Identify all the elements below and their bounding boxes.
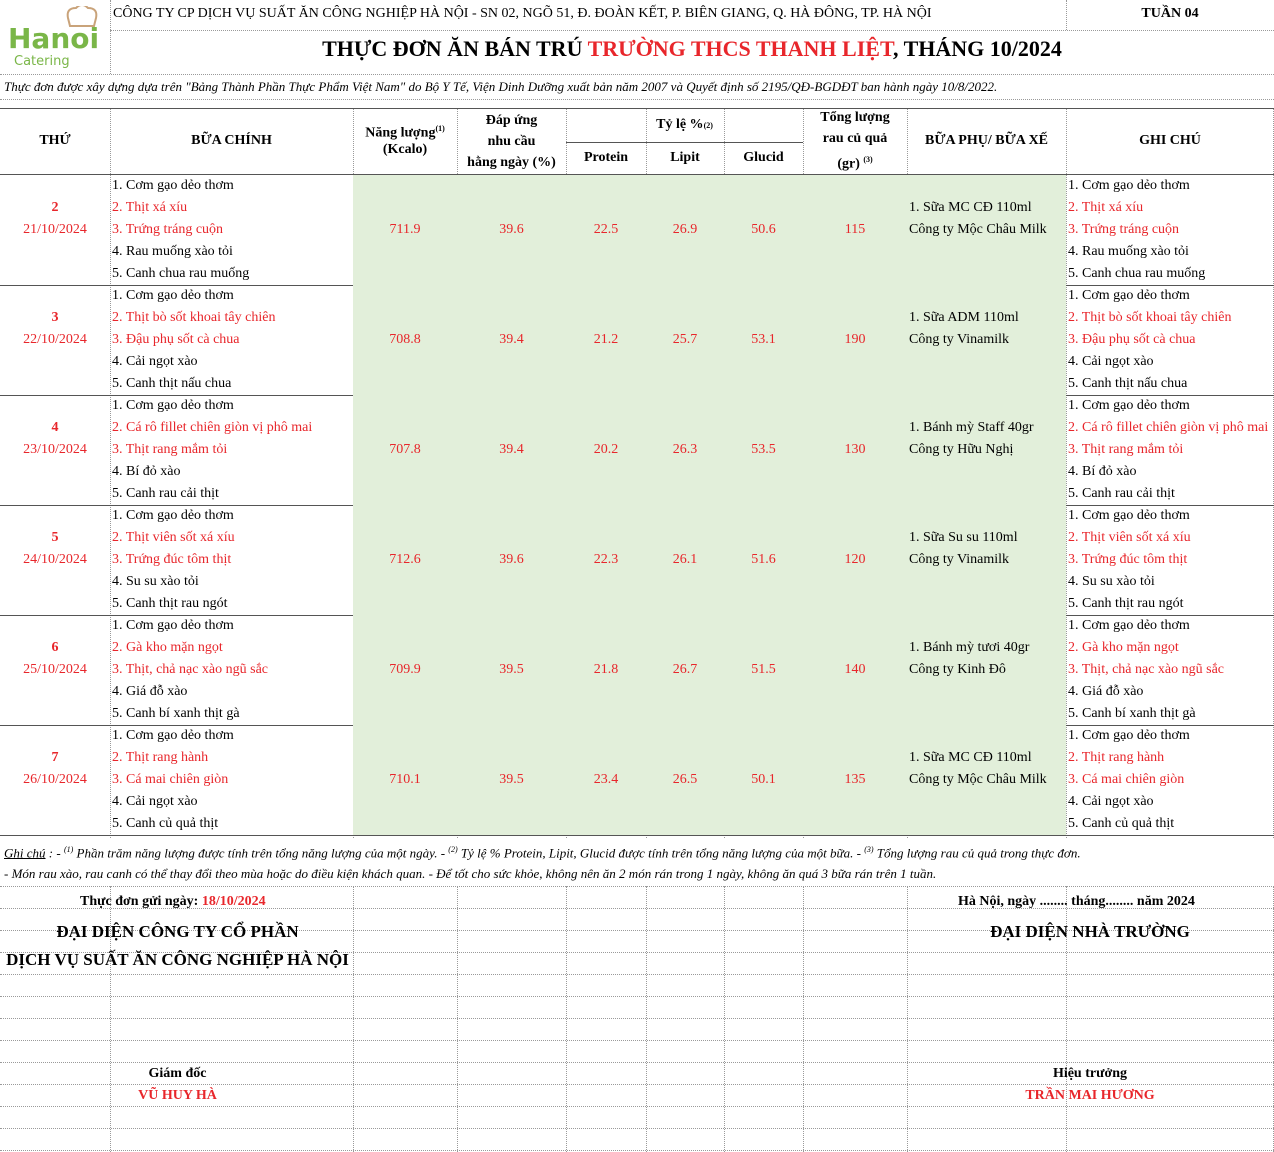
snack-supplier: Công ty Vinamilk xyxy=(909,332,1010,347)
main-meal-dish: 5. Canh thịt rau ngót xyxy=(112,596,228,611)
grid-line xyxy=(0,996,1274,997)
footnote-line-1: Ghi chú : - $^{(1)}$ Phần trăm năng lượng được tính trên tổng năng lượng của một ngày. - $^{(2)}$ Tỷ lệ % Protein, Lipit, Glucid được tính trên tổng năng lượng của một bữa. - $^{(3)}$ Tổng lượng rau củ quả trong thực đơn. xyxy=(4,845,1081,861)
note-dish: 1. Cơm gạo dẻo thơm xyxy=(1068,178,1190,193)
col-veg: Tổng lượng rau củ quả (gr) $^{(3)}$ xyxy=(820,110,890,172)
value-lipit: 26.7 xyxy=(672,662,698,677)
value-energy: 707.8 xyxy=(389,442,421,457)
left-sign-title-2: DỊCH VỤ SUẤT ĂN CÔNG NGHIỆP HÀ NỘI xyxy=(6,950,349,969)
grid-line xyxy=(0,974,1274,975)
value-protein: 20.2 xyxy=(593,442,619,457)
main-meal-dish: 1. Cơm gạo dẻo thơm xyxy=(112,618,234,633)
value-lipit: 26.3 xyxy=(672,442,698,457)
main-meal-dish: 1. Cơm gạo dẻo thơm xyxy=(112,398,234,413)
main-meal-dish: 3. Cá mai chiên giòn xyxy=(112,772,229,787)
value-lipit: 26.5 xyxy=(672,772,698,787)
note-dish: 5. Canh bí xanh thịt gà xyxy=(1068,706,1196,721)
note-dish: 5. Canh rau cải thịt xyxy=(1068,486,1175,501)
grid-line xyxy=(457,886,458,1152)
snack-item: 1. Sữa MC CĐ 110ml xyxy=(909,750,1032,765)
day-date: 25/10/2024 xyxy=(23,662,87,677)
value-glucid: 53.1 xyxy=(751,332,776,347)
col-main-meal: BỮA CHÍNH xyxy=(191,133,272,148)
note-dish: 5. Canh chua rau muống xyxy=(1068,266,1206,281)
note-dish: 4. Bí đỏ xào xyxy=(1068,464,1137,479)
main-meal-dish: 4. Rau muống xào tỏi xyxy=(112,244,233,259)
snack-item: 1. Bánh mỳ Staff 40gr xyxy=(909,420,1034,435)
left-sign-name: VŨ HUY HÀ xyxy=(138,1088,217,1103)
main-meal-dish: 3. Trứng đúc tôm thịt xyxy=(112,552,232,567)
col-snack: BỮA PHỤ/ BỮA XẾ xyxy=(924,133,1049,148)
main-meal-dish: 2. Gà kho mặn ngọt xyxy=(112,640,223,655)
main-meal-dish: 3. Thịt rang mắm tỏi xyxy=(112,442,228,457)
sent-date-line: Thực đơn gửi ngày: 18/10/2024 xyxy=(80,894,266,909)
day-number: 7 xyxy=(51,750,59,765)
note-dish: 2. Thịt bò sốt khoai tây chiên xyxy=(1068,310,1232,325)
col-energy: Năng lượng$^{(1)}$ (Kcalo) xyxy=(365,124,445,157)
note-dish: 4. Giá đỗ xào xyxy=(1068,684,1144,699)
value-energy: 708.8 xyxy=(389,332,421,347)
value-glucid: 51.5 xyxy=(751,662,776,677)
value-meet: 39.6 xyxy=(499,552,524,567)
value-energy: 710.1 xyxy=(389,772,421,787)
note-dish: 4. Su su xào tỏi xyxy=(1068,574,1155,589)
note-dish: 2. Thịt rang hành xyxy=(1068,750,1165,765)
grid-line xyxy=(566,886,567,1152)
source-note: Thực đơn được xây dựng dựa trên "Bảng Thành Phần Thực Phẩm Việt Nam" do Bộ Y Tế, Viện Dinh Dưỡng xuất bản năm 2007 và Quyết định số 2195/QĐ-BGDĐT ban hành ngày 10/8/2022. xyxy=(4,79,998,94)
main-meal-dish: 4. Cải ngọt xào xyxy=(112,354,198,369)
company-line: CÔNG TY CP DỊCH VỤ SUẤT ĂN CÔNG NGHIỆP HÀ NỘI - SN 02, NGÕ 51, Đ. ĐOÀN KẾT, P. BIÊN GIANG, Q. HÀ ĐÔNG, TP. HÀ NỘI xyxy=(113,6,932,21)
main-meal-dish: 2. Thịt viên sốt xá xíu xyxy=(112,530,235,545)
snack-supplier: Công ty Vinamilk xyxy=(909,552,1010,567)
grid-line xyxy=(0,74,1274,75)
main-meal-dish: 4. Su su xào tỏi xyxy=(112,574,199,589)
snack-supplier: Công ty Kinh Đô xyxy=(909,662,1006,677)
note-dish: 4. Rau muống xào tỏi xyxy=(1068,244,1189,259)
note-dish: 1. Cơm gạo dẻo thơm xyxy=(1068,618,1190,633)
col-lipit: Lipit xyxy=(670,150,700,165)
day-number: 3 xyxy=(51,310,59,325)
company-logo xyxy=(6,6,106,68)
value-meet: 39.4 xyxy=(499,332,524,347)
grid-line xyxy=(0,1150,1274,1151)
note-dish: 5. Canh củ quả thịt xyxy=(1068,816,1175,831)
day-separator xyxy=(0,835,1274,836)
note-dish: 3. Trứng đúc tôm thịt xyxy=(1068,552,1188,567)
snack-item: 1. Bánh mỳ tươi 40gr xyxy=(909,640,1030,655)
col-glucid: Glucid xyxy=(743,150,784,165)
note-dish: 2. Gà kho mặn ngọt xyxy=(1068,640,1179,655)
grid-line xyxy=(0,1084,1274,1085)
main-meal-dish: 5. Canh thịt nấu chua xyxy=(112,376,232,391)
value-veg: 140 xyxy=(844,662,866,677)
main-meal-dish: 4. Giá đỗ xào xyxy=(112,684,188,699)
snack-item: 1. Sữa ADM 110ml xyxy=(909,310,1019,325)
value-glucid: 50.1 xyxy=(751,772,776,787)
main-meal-dish: 1. Cơm gạo dẻo thơm xyxy=(112,728,234,743)
note-dish: 3. Đậu phụ sốt cà chua xyxy=(1068,332,1196,347)
grid-line xyxy=(110,30,1274,31)
left-sign-title-1: ĐẠI DIỆN CÔNG TY CỔ PHẦN xyxy=(56,922,299,941)
main-meal-dish: 1. Cơm gạo dẻo thơm xyxy=(112,178,234,193)
value-veg: 190 xyxy=(844,332,866,347)
day-date: 26/10/2024 xyxy=(23,772,87,787)
main-meal-dish: 5. Canh chua rau muống xyxy=(112,266,250,281)
right-sign-name: TRẦN MAI HƯƠNG xyxy=(1025,1088,1155,1103)
snack-supplier: Công ty Mộc Châu Milk xyxy=(909,222,1047,237)
day-date: 22/10/2024 xyxy=(23,332,87,347)
grid-line xyxy=(0,1018,1274,1019)
value-energy: 712.6 xyxy=(389,552,421,567)
main-meal-dish: 5. Canh củ quả thịt xyxy=(112,816,219,831)
value-protein: 21.2 xyxy=(593,332,619,347)
note-dish: 5. Canh thịt nấu chua xyxy=(1068,376,1188,391)
right-sign-role: Hiệu trưởng xyxy=(1052,1066,1128,1081)
note-dish: 3. Thịt rang mắm tỏi xyxy=(1068,442,1184,457)
grid-line xyxy=(0,99,1274,100)
value-meet: 39.4 xyxy=(499,442,524,457)
day-date: 24/10/2024 xyxy=(23,552,87,567)
main-meal-dish: 1. Cơm gạo dẻo thơm xyxy=(112,508,234,523)
day-number: 6 xyxy=(51,640,59,655)
note-dish: 4. Cải ngọt xào xyxy=(1068,354,1154,369)
col-day: THỨ xyxy=(39,133,71,148)
note-dish: 1. Cơm gạo dẻo thơm xyxy=(1068,508,1190,523)
energy-unit: (Kcalo) xyxy=(382,141,428,157)
note-dish: 1. Cơm gạo dẻo thơm xyxy=(1068,398,1190,413)
main-meal-dish: 4. Bí đỏ xào xyxy=(112,464,181,479)
grid-line xyxy=(110,108,111,838)
snack-supplier: Công ty Hữu Nghị xyxy=(909,442,1014,457)
snack-item: 1. Sữa Su su 110ml xyxy=(909,530,1018,545)
value-glucid: 53.5 xyxy=(751,442,776,457)
value-glucid: 50.6 xyxy=(751,222,776,237)
value-protein: 22.3 xyxy=(593,552,619,567)
main-meal-dish: 2. Thịt rang hành xyxy=(112,750,209,765)
note-dish: 5. Canh thịt rau ngót xyxy=(1068,596,1184,611)
footnote-line-2: - Món rau xào, rau canh có thể thay đổi theo mùa hoặc do điều kiện khách quan. - Để tốt cho sức khỏe, không nên ăn 2 món rán trong 1 ngày, không ăn quá 3 bữa rán trên 1 tuần. xyxy=(4,866,937,881)
note-dish: 2. Thịt xá xíu xyxy=(1068,200,1144,215)
grid-line xyxy=(0,1040,1274,1041)
value-protein: 23.4 xyxy=(593,772,619,787)
value-protein: 21.8 xyxy=(593,662,619,677)
note-dish: 3. Trứng tráng cuộn xyxy=(1068,222,1180,237)
main-meal-dish: 2. Cá rô fillet chiên giòn vị phô mai xyxy=(112,420,313,435)
value-veg: 115 xyxy=(844,222,866,237)
value-lipit: 25.7 xyxy=(672,332,698,347)
main-meal-dish: 3. Thịt, chả nạc xào ngũ sắc xyxy=(112,662,269,677)
day-date: 21/10/2024 xyxy=(23,222,87,237)
note-dish: 1. Cơm gạo dẻo thơm xyxy=(1068,288,1190,303)
col-meet: Đáp ứng nhu cầu hằng ngày (%) xyxy=(467,112,556,170)
main-meal-dish: 2. Thịt xá xíu xyxy=(112,200,188,215)
grid-line xyxy=(1066,108,1067,838)
place-date-line: Hà Nội, ngày ........ tháng........ năm 2024 xyxy=(958,894,1195,909)
day-number: 4 xyxy=(51,420,59,435)
note-dish: 3. Thịt, chả nạc xào ngũ sắc xyxy=(1068,662,1225,677)
main-meal-dish: 3. Đậu phụ sốt cà chua xyxy=(112,332,240,347)
snack-item: 1. Sữa MC CĐ 110ml xyxy=(909,200,1032,215)
grid-line xyxy=(0,1062,1274,1063)
left-sign-role: Giám đốc xyxy=(148,1066,207,1081)
col-protein: Protein xyxy=(583,150,629,165)
logo-sub-text: Catering xyxy=(14,54,70,69)
value-meet: 39.5 xyxy=(499,772,524,787)
note-dish: 3. Cá mai chiên giòn xyxy=(1068,772,1185,787)
value-glucid: 51.6 xyxy=(751,552,776,567)
col-notes: GHI CHÚ xyxy=(1139,133,1201,148)
week-label: TUẦN 04 xyxy=(1141,6,1199,21)
main-meal-dish: 1. Cơm gạo dẻo thơm xyxy=(112,288,234,303)
day-date: 23/10/2024 xyxy=(23,442,87,457)
value-energy: 709.9 xyxy=(389,662,421,677)
logo-main-text: Hanoi xyxy=(8,22,100,55)
main-meal-dish: 5. Canh bí xanh thịt gà xyxy=(112,706,240,721)
main-meal-dish: 2. Thịt bò sốt khoai tây chiên xyxy=(112,310,276,325)
grid-line xyxy=(803,886,804,1152)
main-meal-dish: 5. Canh rau cải thịt xyxy=(112,486,219,501)
value-veg: 120 xyxy=(844,552,866,567)
note-dish: 1. Cơm gạo dẻo thơm xyxy=(1068,728,1190,743)
value-meet: 39.6 xyxy=(499,222,524,237)
col-ratio: Tỷ lệ % (2) xyxy=(656,117,713,132)
value-lipit: 26.1 xyxy=(672,552,698,567)
grid-line xyxy=(0,1128,1274,1129)
value-energy: 711.9 xyxy=(389,222,421,237)
note-dish: 2. Cá rô fillet chiên giòn vị phô mai xyxy=(1068,420,1269,435)
main-meal-dish: 4. Cải ngọt xào xyxy=(112,794,198,809)
value-protein: 22.5 xyxy=(593,222,619,237)
value-lipit: 26.9 xyxy=(672,222,698,237)
note-dish: 2. Thịt viên sốt xá xíu xyxy=(1068,530,1191,545)
grid-line xyxy=(0,886,1274,887)
day-number: 2 xyxy=(51,200,59,215)
page-title: THỰC ĐƠN ĂN BÁN TRÚ TRƯỜNG THCS THANH LIỆT, THÁNG 10/2024 xyxy=(322,36,1062,61)
grid-line xyxy=(0,1106,1274,1107)
right-sign-title: ĐẠI DIỆN NHÀ TRƯỜNG xyxy=(990,922,1190,941)
value-meet: 39.5 xyxy=(499,662,524,677)
main-meal-dish: 3. Trứng tráng cuộn xyxy=(112,222,224,237)
note-dish: 4. Cải ngọt xào xyxy=(1068,794,1154,809)
value-veg: 135 xyxy=(844,772,866,787)
grid-line xyxy=(646,886,647,1152)
grid-line xyxy=(724,886,725,1152)
value-veg: 130 xyxy=(844,442,866,457)
day-number: 5 xyxy=(51,530,59,545)
snack-supplier: Công ty Mộc Châu Milk xyxy=(909,772,1047,787)
